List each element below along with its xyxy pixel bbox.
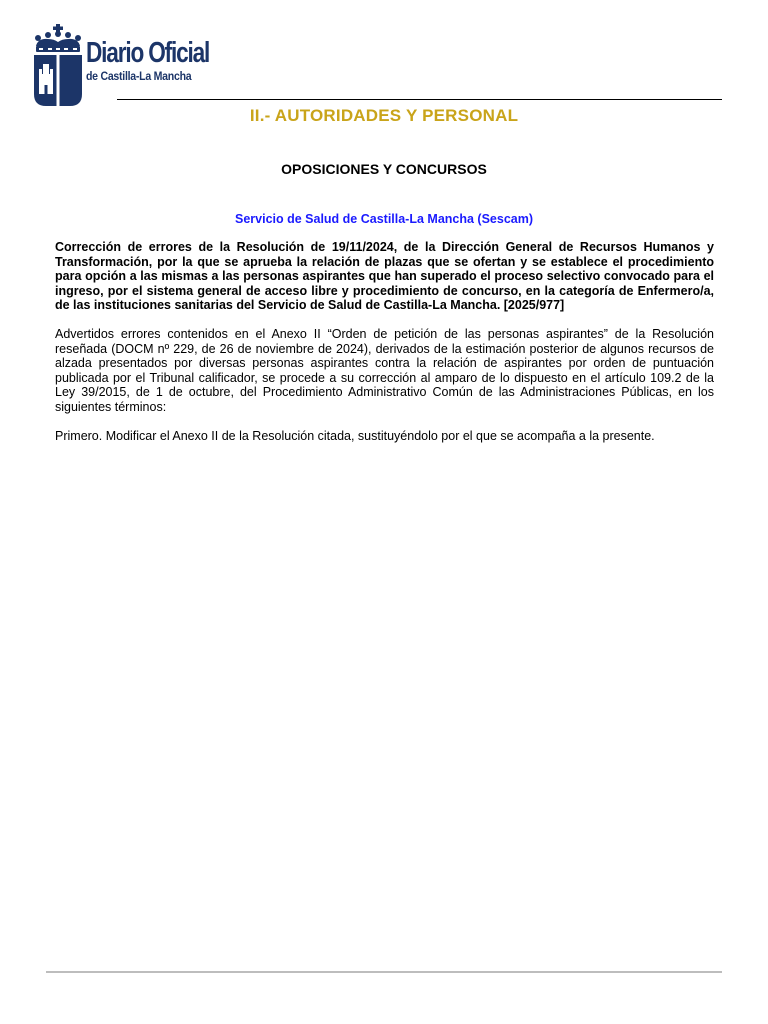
subsection-title: OPOSICIONES Y CONCURSOS [281, 161, 487, 177]
header [30, 20, 722, 110]
footer-divider [46, 971, 722, 973]
issuing-organism: Servicio de Salud de Castilla-La Mancha (Sescam) [234, 212, 534, 226]
castilla-la-mancha-emblem-icon [32, 22, 84, 108]
logo-subtitle: de Castilla-La Mancha [86, 69, 192, 83]
body-paragraph: Primero. Modificar el Anexo II de la Resolución citada, sustituyéndolo por el que se acompaña a la presente. [55, 428, 655, 443]
logo-title: Diario Oficial [86, 37, 210, 69]
logo-wordmark [86, 38, 226, 88]
resolution-summary: Corrección de errores de la Resolución de 19/11/2024, de la Dirección General de Recursos Humanos y Transformación, por la que se aprueba la relación de plazas que se ofertan y se establece el procedimiento para opción a las mismas a las personas aspirantes que han superado el proceso selectivo convocado para el ingreso, por el sistema general de acceso libre y procedimiento de concurso, en la categoría de Enfermero/a, de las instituciones sanitarias del Servicio de Salud de Castilla-La Mancha. [2025/977] [55, 240, 714, 312]
header-divider [117, 99, 722, 100]
body-paragraph: Advertidos errores contenidos en el Anexo II “Orden de petición de las personas aspirantes” de la Resolución reseñada (DOCM nº 229, de 26 de noviembre de 2024), derivados de la estimación posterior de algunos recursos de alzada presentados por diversas personas aspirantes contra la relación de aspirantes por orden de puntuación publicada por el Tribunal calificador, se procede a su corrección al amparo de lo dispuesto en el artículo 109.2 de la Ley 39/2015, de 1 de octubre, del Procedimiento Administrativo Común de las Administraciones Públicas, en los siguientes términos: [55, 327, 714, 414]
document-body [55, 240, 714, 458]
section-title: II.- AUTORIDADES Y PERSONAL [249, 106, 519, 125]
